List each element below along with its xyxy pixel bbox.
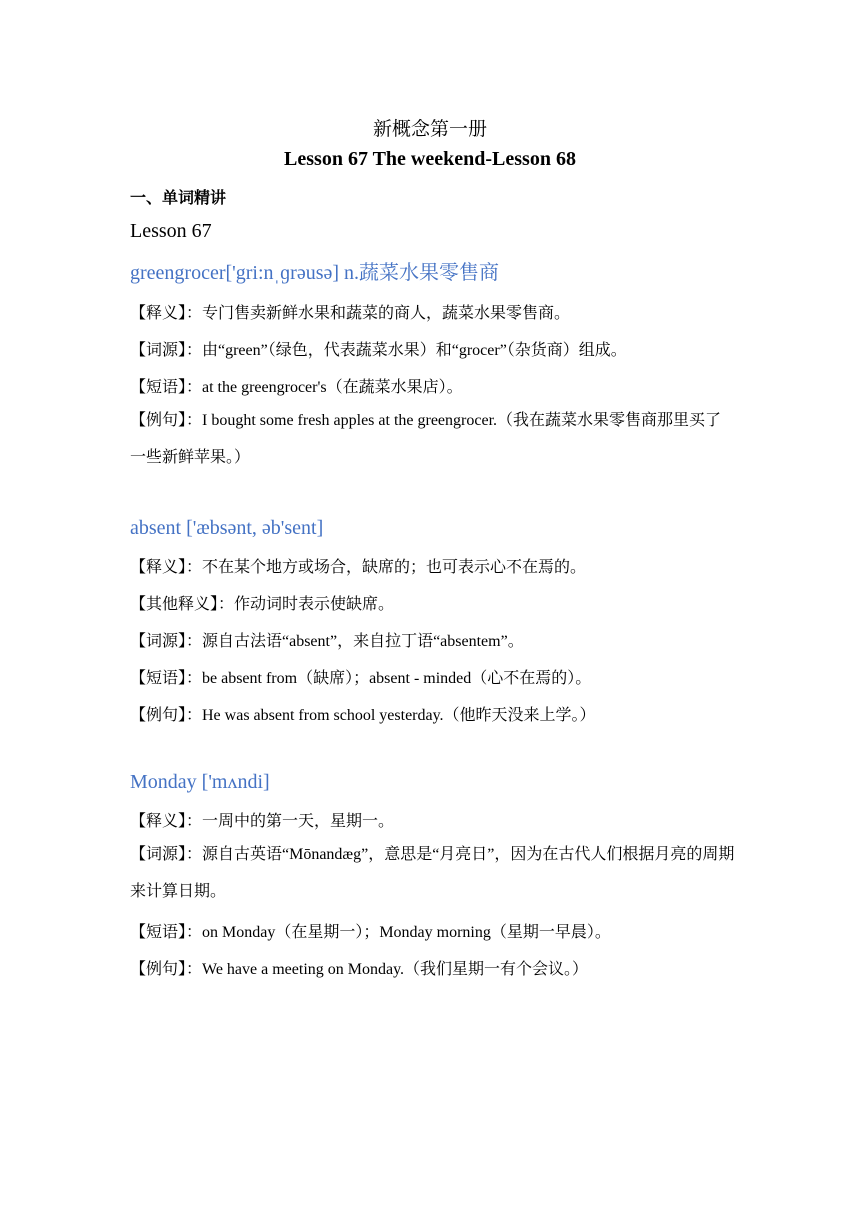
example-line: 【例句】：We have a meeting on Monday.（我们星期一有个会议。） xyxy=(130,961,589,978)
headword-absent: absent ['æbsənt, əb'sent] xyxy=(130,517,324,539)
headword-monday: Monday ['mʌndi] xyxy=(130,771,270,793)
headword-greengrocer: greengrocer['gri:nˌɡrəusə] n.蔬菜水果零售商 xyxy=(130,262,500,284)
section-heading: 一、单词精讲 xyxy=(130,188,227,207)
etymology-line: 【词源】：由“green”（绿色，代表蔬菜水果）和“grocer”（杂货商）组成。 xyxy=(130,342,627,359)
definition-line: 【释义】：不在某个地方或场合，缺席的；也可表示心不在焉的。 xyxy=(130,559,587,576)
example-line: 【例句】：I bought some fresh apples at the greengrocer.（我在蔬菜水果零售商那里买了一些新鲜苹果。） xyxy=(130,412,722,466)
definition-line: 【释义】：一周中的第一天，星期一。 xyxy=(130,813,395,830)
etymology-line: 【词源】：源自古英语“Mōnandæg”，意思是“月亮日”，因为在古代人们根据月亮的周期来计算日期。 xyxy=(130,846,735,900)
phrase-line: 【短语】：be absent from（缺席）；absent - minded（心不在焉的）。 xyxy=(130,670,592,687)
etymology-line: 【词源】：源自古法语“absent”，来自拉丁语“absentem”。 xyxy=(130,633,524,650)
phrase-line: 【短语】：at the greengrocer's（在蔬菜水果店）。 xyxy=(130,379,463,396)
phrase-line: 【短语】：on Monday（在星期一）；Monday morning（星期一早晨）。 xyxy=(130,924,611,941)
lesson-label: Lesson 67 xyxy=(130,220,212,242)
lesson-title: Lesson 67 The weekend-Lesson 68 xyxy=(284,148,576,170)
book-title: 新概念第一册 xyxy=(372,119,487,140)
example-line: 【例句】：He was absent from school yesterday.（他昨天没来上学。） xyxy=(130,707,596,724)
definition-line: 【释义】：专门售卖新鲜水果和蔬菜的商人，蔬菜水果零售商。 xyxy=(130,305,571,322)
other-definition-line: 【其他释义】：作动词时表示使缺席。 xyxy=(130,596,395,613)
